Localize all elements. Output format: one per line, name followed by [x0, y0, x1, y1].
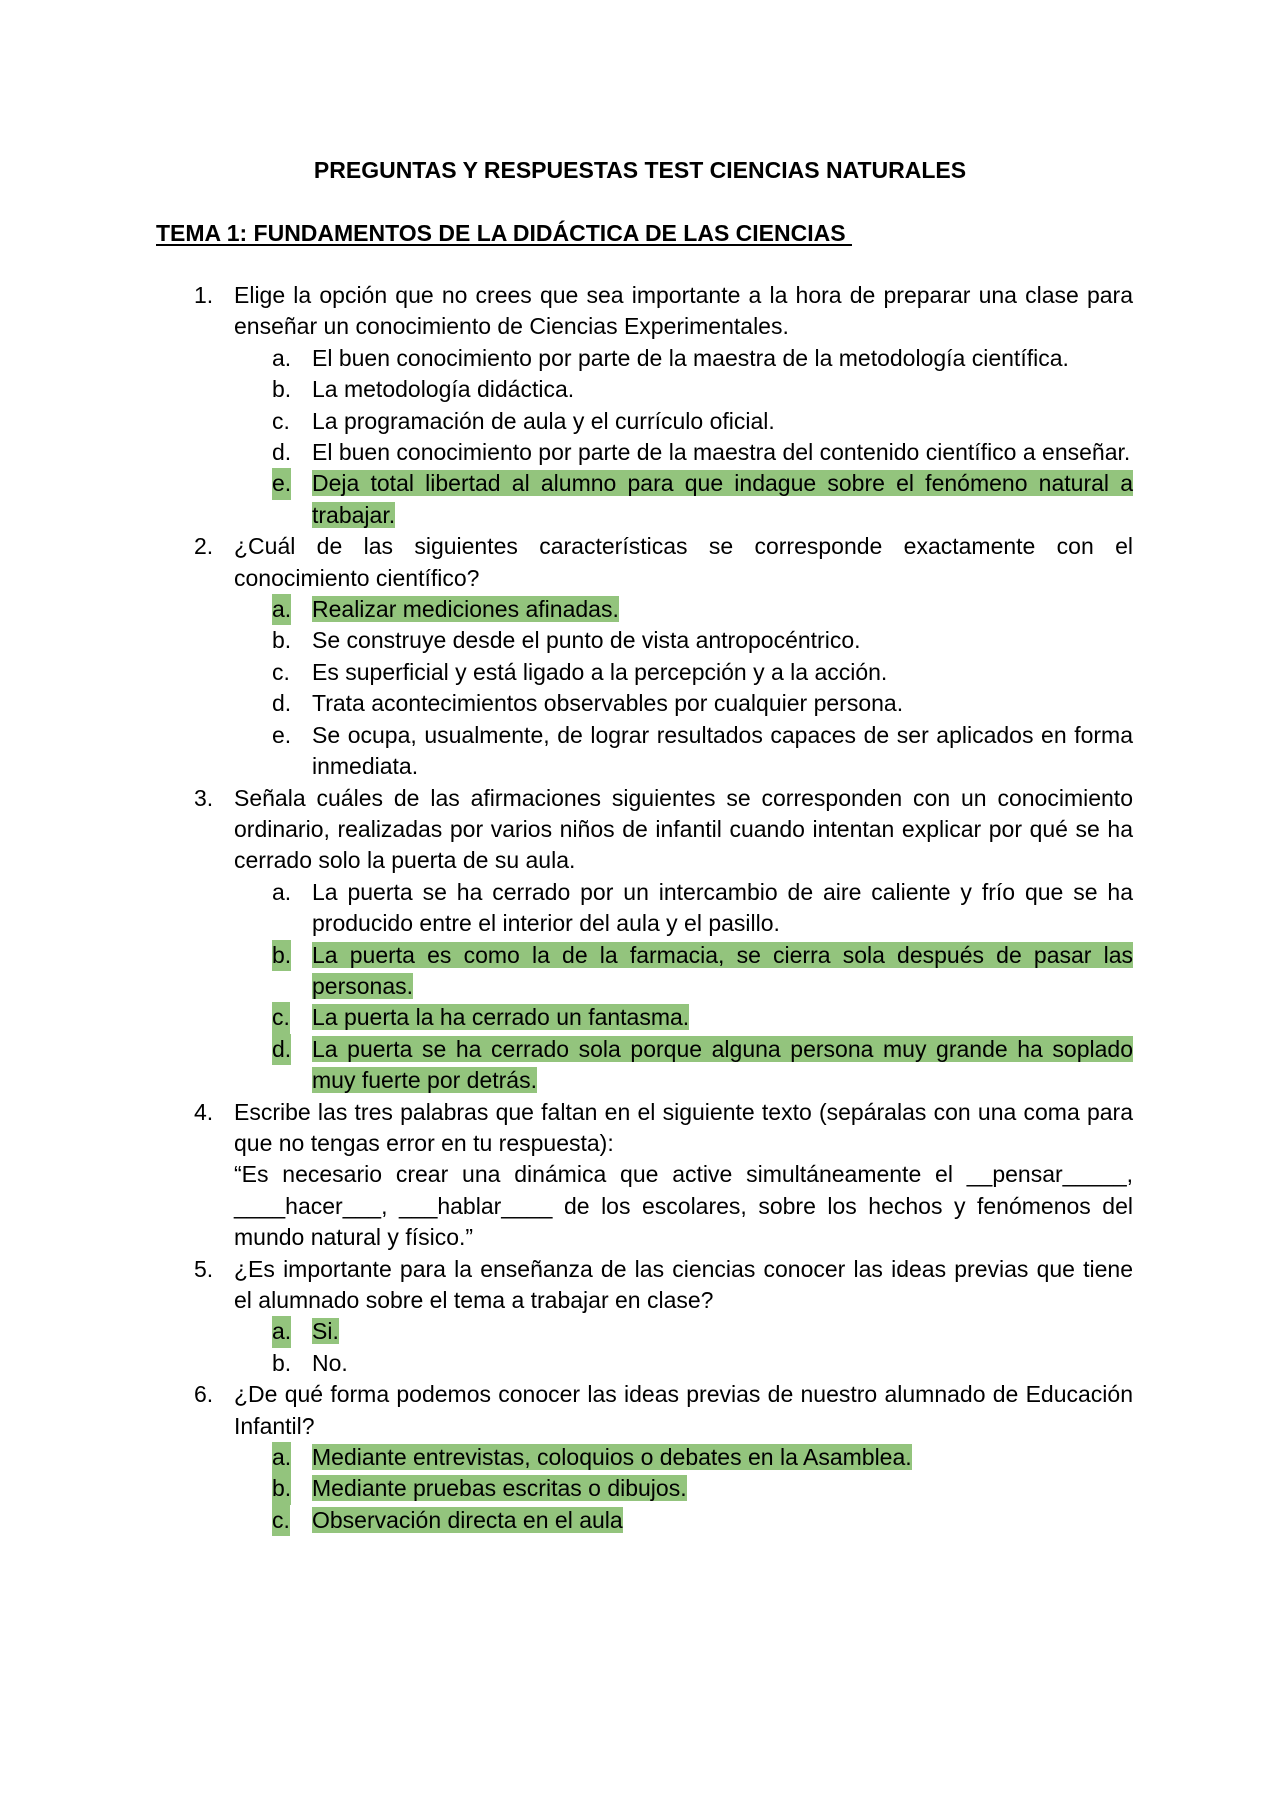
option-letter: b.	[272, 376, 292, 403]
question-6	[156, 1379, 1133, 1536]
option-letter: c.	[272, 407, 290, 434]
option-text: Mediante entrevistas, coloquios o debates en la Asamblea.	[312, 1444, 912, 1471]
option-item-highlighted	[156, 1034, 1133, 1097]
question-2	[156, 531, 1133, 782]
question-number: 4.	[194, 1098, 214, 1125]
option-letter: c.	[272, 1505, 290, 1536]
question-number: 5.	[194, 1255, 214, 1282]
question-number: 2.	[194, 533, 214, 560]
option-item-highlighted	[156, 594, 1133, 625]
option-item	[156, 374, 1133, 405]
option-item	[156, 877, 1133, 940]
option-letter: a.	[272, 594, 291, 625]
question-text: ¿De qué forma podemos conocer las ideas previas de nuestro alumnado de Educación Infantil?	[234, 1381, 1133, 1439]
question-list	[156, 280, 1133, 1536]
option-list	[234, 343, 1133, 531]
option-letter: a.	[272, 344, 292, 371]
question-1	[156, 280, 1133, 531]
option-item	[156, 1348, 1133, 1379]
option-text: La puerta se ha cerrado por un intercambio de aire caliente y frío que se ha producido entre el interior del aula y el pasillo.	[312, 878, 1133, 937]
option-letter: c.	[272, 1002, 290, 1033]
question-number: 1.	[194, 282, 214, 308]
option-text: La puerta se ha cerrado sola porque alguna persona muy grande ha soplado muy fuerte por detrás.	[312, 1035, 1133, 1094]
question-text: Escribe las tres palabras que faltan en el siguiente texto (sepáralas con una coma para que no tengas error en tu respuesta):	[234, 1098, 1133, 1156]
fill-in-quote: “Es necesario crear una dinámica que active simultáneamente el __pensar_____, ____hacer___, ___hablar____ de los escolares, sobre los hechos y fenómenos del mundo natural y físico.”	[234, 1161, 1133, 1251]
option-list	[234, 1442, 1133, 1536]
option-letter: a.	[272, 1316, 291, 1347]
option-letter: d.	[272, 690, 292, 717]
option-letter: e.	[272, 468, 291, 499]
option-item-highlighted	[156, 1473, 1133, 1504]
option-text: Deja total libertad al alumno para que indague sobre el fenómeno natural a trabajar.	[312, 470, 1133, 528]
option-item-highlighted	[156, 1002, 1133, 1033]
option-item	[156, 688, 1133, 719]
option-text: La puerta la ha cerrado un fantasma.	[312, 1004, 690, 1031]
question-number: 6.	[194, 1381, 214, 1408]
question-text: Elige la opción que no crees que sea importante a la hora de preparar una clase para enseñar un conocimiento de Ciencias Experimentales.	[234, 282, 1133, 340]
option-letter: d.	[272, 1034, 291, 1065]
option-letter: b.	[272, 1473, 291, 1504]
option-text: Observación directa en el aula	[312, 1506, 623, 1533]
option-letter: e.	[272, 721, 292, 748]
option-list	[234, 1316, 1133, 1379]
option-text: Trata acontecimientos observables por cualquier persona.	[312, 690, 904, 717]
option-item-highlighted	[156, 1442, 1133, 1473]
option-text: El buen conocimiento por parte de la maestra del contenido científico a enseñar.	[312, 439, 1131, 466]
option-text: Se construye desde el punto de vista antropocéntrico.	[312, 627, 861, 654]
option-item	[156, 720, 1133, 783]
question-text: ¿Es importante para la enseñanza de las ciencias conocer las ideas previas que tiene el alumnado sobre el tema a trabajar en clase?	[234, 1255, 1133, 1313]
option-item-highlighted	[156, 1316, 1133, 1347]
option-letter: a.	[272, 878, 292, 905]
question-text: ¿Cuál de las siguientes características se corresponde exactamente con el conocimiento científico?	[234, 533, 1133, 591]
option-item	[156, 406, 1133, 437]
option-text: La programación de aula y el currículo oficial.	[312, 407, 775, 434]
question-3	[156, 783, 1133, 1097]
option-item	[156, 625, 1133, 656]
option-text: La puerta es como la de la farmacia, se cierra sola después de pasar las personas.	[312, 941, 1133, 999]
option-text: El buen conocimiento por parte de la maestra de la metodología científica.	[312, 344, 1069, 371]
option-text: La metodología didáctica.	[312, 376, 575, 403]
option-text: No.	[312, 1349, 348, 1376]
option-item-highlighted	[156, 1505, 1133, 1536]
question-5	[156, 1254, 1133, 1380]
option-letter: b.	[272, 627, 292, 654]
option-text: Si.	[312, 1318, 339, 1345]
option-letter: a.	[272, 1442, 291, 1473]
option-list	[234, 877, 1133, 1097]
option-list	[234, 594, 1133, 782]
option-letter: c.	[272, 658, 290, 685]
option-letter: b.	[272, 1349, 292, 1376]
question-text: Señala cuáles de las afirmaciones siguientes se corresponden con un conocimiento ordinario, realizadas por varios niños de infantil cuando intentan explicar por qué se ha cerrado solo la puerta de su aula.	[234, 784, 1133, 874]
option-letter: d.	[272, 439, 292, 466]
option-item-highlighted	[156, 940, 1133, 1003]
option-text: Es superficial y está ligado a la percepción y a la acción.	[312, 658, 888, 685]
option-item-highlighted	[156, 468, 1133, 531]
option-text: Se ocupa, usualmente, de lograr resultados capaces de ser aplicados en forma inmediata.	[312, 721, 1133, 780]
option-text: Mediante pruebas escritas o dibujos.	[312, 1475, 687, 1502]
option-item	[156, 437, 1133, 468]
section-heading: TEMA 1: FUNDAMENTOS DE LA DIDÁCTICA DE LAS CIENCIAS	[156, 220, 852, 246]
option-item	[156, 343, 1133, 374]
option-letter: b.	[272, 940, 291, 971]
question-4	[156, 1097, 1133, 1254]
question-number: 3.	[194, 784, 214, 811]
option-item	[156, 657, 1133, 688]
option-text: Realizar mediciones afinadas.	[312, 596, 619, 623]
document-title: PREGUNTAS Y RESPUESTAS TEST CIENCIAS NATURALES	[313, 157, 967, 183]
